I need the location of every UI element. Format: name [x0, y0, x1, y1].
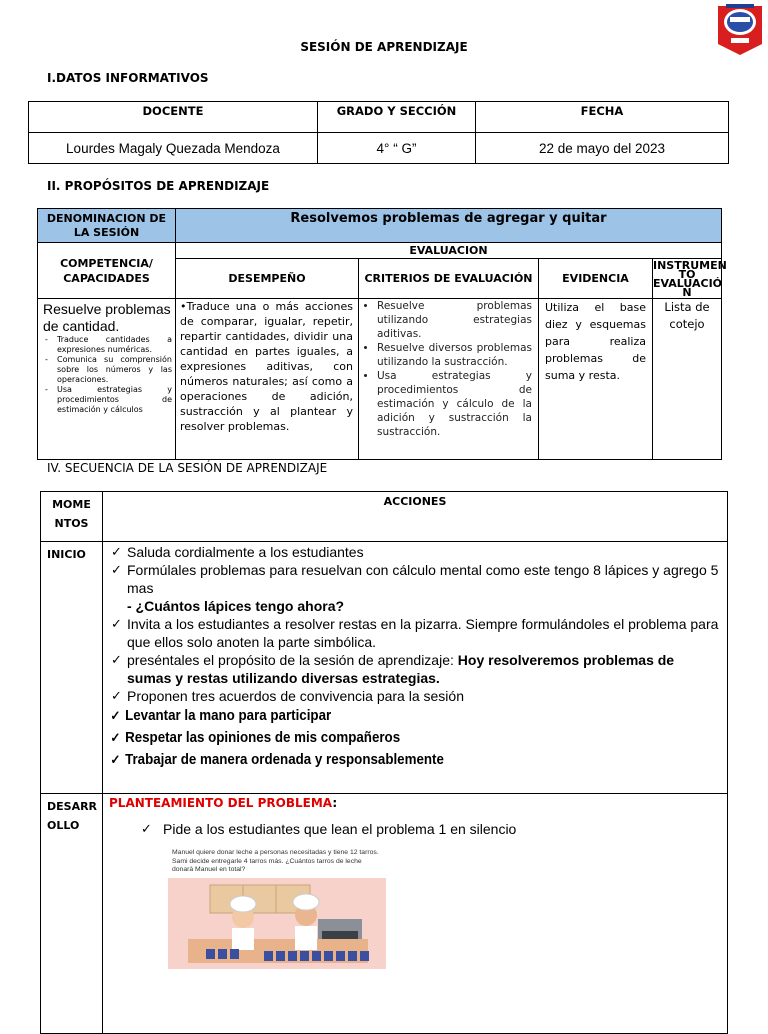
criterio-item: • Resuelve diversos problemas utilizando la sustracción.: [377, 341, 532, 369]
planteamiento-heading: PLANTEAMIENTO DEL PROBLEMA: [109, 796, 333, 810]
desarrollo-label: DESARR OLLO: [41, 794, 103, 1034]
header-docente: DOCENTE: [29, 102, 318, 133]
criterios-list: [363, 299, 532, 439]
action-item: ✓ Pide a los estudiantes que lean el problema 1 en silencio: [141, 821, 517, 837]
desarrollo-heading-line: PLANTEAMIENTO DEL PROBLEMA:: [109, 796, 338, 810]
action-item: ✓ preséntales el propósito de la sesión de aprendizaje: Hoy resolveremos problemas de sumas y restas utilizando diversas estrategias.: [111, 652, 675, 686]
section-propositos: II. PROPÓSITOS DE APRENDIZAJE: [47, 179, 270, 193]
check-icon: ✓: [111, 652, 122, 667]
check-icon: ✓: [110, 752, 121, 767]
section-secuencia: IV. SECUENCIA DE LA SESIÓN DE APRENDIZAJE: [47, 461, 328, 475]
inicio-label: INICIO: [41, 542, 103, 794]
capacidad-item: - Traduce cantidades a expresiones numéricas.: [57, 335, 172, 355]
check-icon: ✓: [111, 562, 122, 577]
desempeno-label: DESEMPEÑO: [176, 259, 359, 299]
action-item: ✓ Invita a los estudiantes a resolver restas en la pizarra. Siempre formulándoles el problema para que ellos solo anoten la parte simbólica.: [111, 616, 719, 650]
action-item: ✓ Proponen tres acuerdos de convivencia para la sesión: [111, 688, 464, 704]
page-title: SESIÓN DE APRENDIZAJE: [300, 40, 468, 54]
criterios-cell: [359, 299, 539, 460]
problem-illustration: [168, 847, 386, 969]
action-item: ✓ Formúlales problemas para resuelvan con cálculo mental como este tengo 8 lápices y agrego 5 mas: [111, 562, 719, 596]
competencia-label: COMPETENCIA/ CAPACIDADES: [38, 243, 176, 299]
action-item: ✓ Saluda cordialmente a los estudiantes: [111, 544, 364, 560]
check-icon: ✓: [111, 688, 122, 703]
criterio-item: • Resuelve problemas utilizando estrategias aditivas.: [377, 299, 532, 341]
denominacion-value: Resolvemos problemas de agregar y quitar: [176, 209, 722, 243]
fecha-value: 22 de mayo del 2023: [476, 133, 729, 164]
acciones-label: ACCIONES: [103, 492, 728, 542]
purposes-table: [37, 208, 727, 460]
evaluacion-label: EVALUACION: [176, 243, 722, 259]
denominacion-label: DENOMINACION DE LA SESIÓN: [38, 209, 176, 243]
inicio-actions: [103, 542, 728, 794]
competencia-title: Resuelve problemas de cantidad.: [43, 301, 171, 334]
capacidad-item: - Usa estrategias y procedimientos de estimación y cálculos: [57, 385, 172, 415]
instrumento-text: Lista de cotejo: [653, 299, 722, 460]
criterio-item: • Usa estrategias y procedimientos de estimación y cálculo de la adición y sustracción la sustracción.: [377, 369, 532, 439]
check-icon: ✓: [110, 730, 121, 745]
header-grado: GRADO Y SECCIÓN: [318, 102, 476, 133]
momentos-label: MOME NTOS: [41, 492, 103, 542]
evidencia-label: EVIDENCIA: [539, 259, 653, 299]
check-icon: ✓: [111, 544, 122, 559]
instrumento-label: INSTRUMEN TO EVALUACIÓ N: [653, 258, 727, 299]
question-item: - ¿Cuántos lápices tengo ahora?: [127, 598, 345, 614]
grado-value: 4° “ G”: [318, 133, 476, 164]
agreement-item: ✓ Trabajar de manera ordenada y responsablemente: [103, 749, 670, 771]
evidencia-text: Utiliza el base diez y esquemas para realiza problemas de suma y resta.: [539, 299, 653, 460]
check-icon: ✓: [111, 616, 122, 631]
criterios-label: CRITERIOS DE EVALUACIÓN: [359, 259, 539, 299]
section-datos-informativos: I.DATOS INFORMATIVOS: [47, 71, 209, 85]
header-fecha: FECHA: [476, 102, 729, 133]
docente-value: Lourdes Magaly Quezada Mendoza: [29, 133, 318, 164]
agreement-item: ✓ Respetar las opiniones de mis compañeros: [103, 727, 670, 749]
check-icon: ✓: [141, 821, 152, 836]
info-table: [28, 101, 729, 164]
purpose-statement: Hoy resolveremos problemas de sumas y restas utilizando diversas estrategias.: [127, 652, 675, 686]
agreement-item: ✓ Levantar la mano para participar: [103, 705, 670, 727]
problem-text: Manuel quiere donar leche a personas necesitadas y tiene 12 tarros. Sami decide entregarle 4 tarros más. ¿Cuántos tarros de leche donará Manuel en total?: [172, 849, 379, 873]
check-icon: ✓: [110, 708, 121, 723]
competencia-cell: [38, 299, 176, 460]
desempeno-text: •Traduce una o más acciones de comparar, igualar, repetir, repartir cantidades, dividir una cantidad en partes iguales, a expresiones aditivas, con números naturales; así como a operaciones de adición, sustracción y al plantear y resolver problemas.: [176, 299, 359, 460]
capacidad-item: - Comunica su comprensión sobre los números y las operaciones.: [57, 355, 172, 385]
capacidades-list: [43, 335, 172, 415]
